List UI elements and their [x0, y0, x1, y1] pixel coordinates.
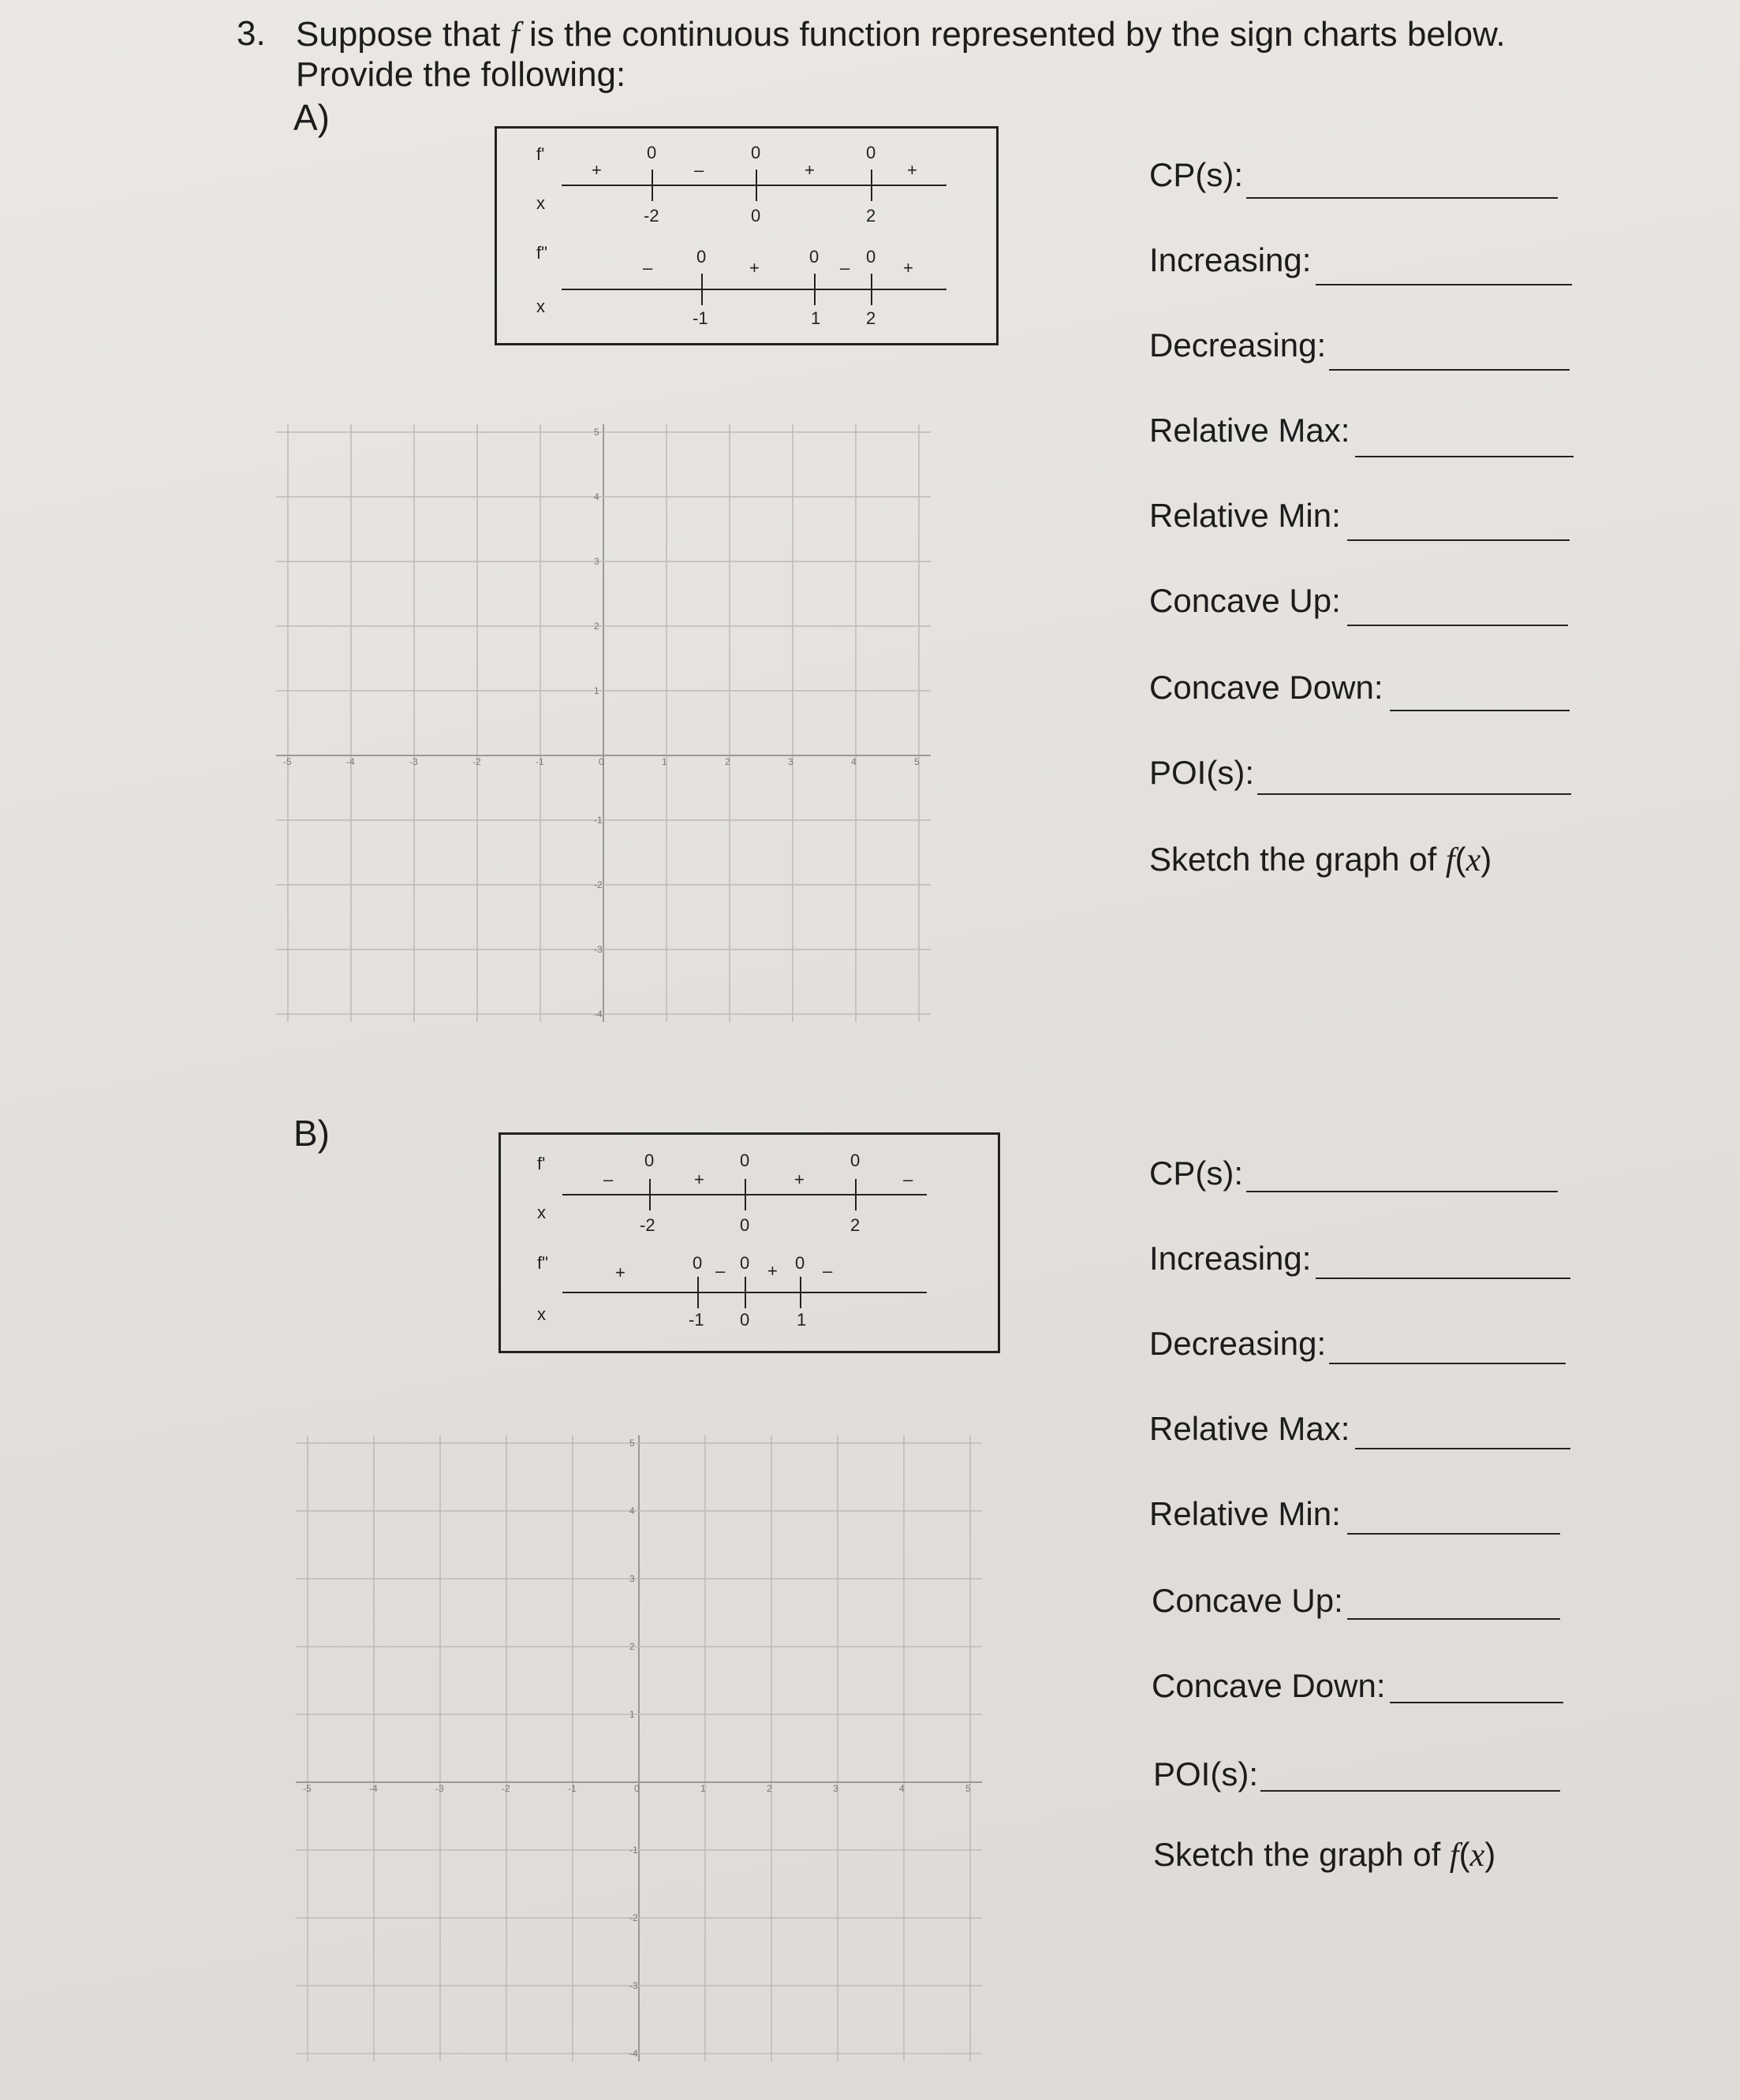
y-tick-label: 2: [594, 621, 599, 632]
answer-blank-increasing[interactable]: [1316, 284, 1572, 285]
sign: –: [643, 258, 653, 278]
sign: +: [592, 160, 602, 180]
x-tick-label: -1: [536, 756, 544, 767]
y-tick-label: 4: [629, 1505, 635, 1516]
answer-label-concave-up: Concave Up:: [1152, 1582, 1343, 1619]
question-text-line2: Provide the following:: [296, 55, 626, 94]
zero-mark: 0: [866, 143, 876, 162]
x-tick-label: 2: [767, 1783, 772, 1794]
sign: –: [715, 1261, 726, 1281]
x-tick-label: 3: [833, 1783, 838, 1794]
f-prime-label: f': [537, 1154, 546, 1173]
answer-label-relative-max: Relative Max:: [1149, 412, 1350, 449]
sign: +: [615, 1263, 625, 1282]
answer-label-increasing: Increasing:: [1149, 241, 1312, 278]
answer-blank-increasing[interactable]: [1316, 1278, 1570, 1279]
zero-mark: 0: [644, 1151, 655, 1170]
zero-mark: 0: [740, 1253, 750, 1273]
f-prime-label: f': [536, 144, 545, 164]
x-value: -2: [644, 206, 659, 226]
x-value: -1: [689, 1310, 704, 1330]
x-value: 1: [811, 308, 821, 328]
answer-blank-decreasing[interactable]: [1329, 1363, 1566, 1364]
sign: +: [767, 1261, 778, 1281]
answer-blank-decreasing[interactable]: [1329, 369, 1570, 371]
answer-label-concave-down: Concave Down:: [1152, 1667, 1386, 1704]
zero-mark: 0: [795, 1253, 805, 1273]
answer-blank-concave-down[interactable]: [1390, 1702, 1563, 1703]
answer-label-concave-down: Concave Down:: [1149, 669, 1383, 706]
x-tick-label: 3: [788, 756, 793, 767]
x-tick-label: -2: [502, 1783, 510, 1794]
part-b-coordinate-grid[interactable]: [293, 1426, 986, 2057]
answer-label-cps: CP(s):: [1149, 156, 1243, 193]
zero-mark: 0: [809, 247, 820, 267]
y-tick-label: 1: [629, 1709, 635, 1720]
y-tick-label: -4: [594, 1009, 603, 1020]
sign: –: [694, 160, 704, 180]
x-tick-label: -5: [283, 756, 292, 767]
question-text-line1: Suppose that f is the continuous function represented by the sign charts below.: [296, 15, 1506, 54]
x-value: 2: [850, 1215, 861, 1235]
answer-blank-concave-down[interactable]: [1390, 710, 1570, 711]
answer-label-cps: CP(s):: [1149, 1154, 1243, 1192]
answer-blank-cps[interactable]: [1246, 1191, 1558, 1192]
x-value: 2: [866, 206, 876, 226]
x-tick-label: -2: [472, 756, 481, 767]
answer-blank-cps[interactable]: [1246, 197, 1558, 199]
sign: –: [903, 1169, 913, 1189]
answer-label-pois: POI(s):: [1149, 754, 1254, 791]
answer-label-decreasing: Decreasing:: [1149, 326, 1327, 364]
sign: +: [794, 1169, 805, 1189]
x-label: x: [537, 1203, 546, 1222]
x-value: 0: [751, 206, 761, 226]
x-tick-label: 1: [662, 756, 667, 767]
sign: +: [694, 1169, 704, 1189]
sign: +: [903, 258, 913, 278]
sign: –: [840, 258, 850, 278]
part-a-sign-chart-lines: [497, 129, 996, 343]
y-tick-label: 3: [594, 556, 599, 567]
sign: –: [823, 1261, 833, 1281]
answer-label-relative-max: Relative Max:: [1149, 1410, 1350, 1447]
x-tick-label: 1: [700, 1783, 706, 1794]
x-value: 1: [797, 1310, 807, 1330]
sign: +: [907, 160, 917, 180]
x-value: 0: [740, 1215, 750, 1235]
x-tick-label: -5: [303, 1783, 312, 1794]
answer-blank-relative-max[interactable]: [1355, 1448, 1570, 1449]
x-tick-label: 4: [899, 1783, 905, 1794]
answer-label-pois: POI(s):: [1153, 1755, 1258, 1792]
x-tick-label: -3: [409, 756, 418, 767]
y-tick-label: 3: [629, 1573, 635, 1584]
part-a-label: A): [293, 97, 330, 138]
answer-blank-pois[interactable]: [1260, 1790, 1560, 1792]
part-b-label: B): [293, 1113, 330, 1154]
x-tick-label: -4: [369, 1783, 378, 1794]
y-tick-label: -3: [594, 944, 603, 955]
zero-mark: 0: [693, 1253, 703, 1273]
zero-mark: 0: [751, 143, 761, 162]
y-tick-label: -4: [629, 2048, 638, 2059]
x-tick-label: 0: [599, 756, 604, 767]
zero-mark: 0: [647, 143, 657, 162]
x-tick-label: -4: [346, 756, 355, 767]
answer-blank-concave-up[interactable]: [1347, 625, 1568, 626]
f-double-prime-label: f": [536, 243, 547, 263]
zero-mark: 0: [740, 1151, 750, 1170]
x-tick-label: 5: [914, 756, 920, 767]
x-label: x: [536, 193, 545, 213]
answer-label-decreasing: Decreasing:: [1149, 1325, 1327, 1362]
y-tick-label: -1: [629, 1844, 638, 1856]
answer-blank-relative-min[interactable]: [1347, 1533, 1560, 1535]
answer-label-relative-min: Relative Min:: [1149, 1495, 1341, 1532]
sign: –: [603, 1169, 614, 1189]
answer-blank-relative-min[interactable]: [1347, 539, 1570, 541]
f-double-prime-label: f": [537, 1253, 548, 1273]
y-tick-label: 5: [629, 1438, 635, 1449]
zero-mark: 0: [696, 247, 707, 267]
zero-mark: 0: [850, 1151, 861, 1170]
y-tick-label: 5: [594, 427, 599, 438]
answer-label-concave-up: Concave Up:: [1149, 582, 1341, 619]
x-tick-label: 0: [634, 1783, 640, 1794]
x-value: -1: [693, 308, 708, 328]
sketch-label: Sketch the graph of f(x): [1149, 841, 1492, 878]
answer-blank-relative-max[interactable]: [1355, 456, 1574, 457]
answer-blank-pois[interactable]: [1257, 793, 1571, 795]
y-tick-label: 4: [594, 491, 599, 502]
x-tick-label: 5: [965, 1783, 971, 1794]
part-b-sign-chart: [498, 1132, 1000, 1353]
y-tick-label: -3: [629, 1980, 638, 1991]
answer-label-relative-min: Relative Min:: [1149, 497, 1341, 534]
y-tick-label: -1: [594, 815, 603, 826]
y-tick-label: -2: [594, 879, 603, 890]
part-a-sign-chart: [495, 126, 999, 345]
part-a-coordinate-grid[interactable]: [276, 414, 947, 1020]
x-value: 0: [740, 1310, 750, 1330]
answer-blank-concave-up[interactable]: [1347, 1618, 1560, 1620]
y-tick-label: 2: [629, 1641, 635, 1652]
question-number: 3.: [237, 14, 266, 53]
x-label: x: [536, 297, 545, 316]
zero-mark: 0: [866, 247, 876, 267]
x-tick-label: -1: [568, 1783, 577, 1794]
x-value: -2: [640, 1215, 655, 1235]
sign: +: [749, 258, 760, 278]
y-tick-label: -2: [629, 1912, 638, 1923]
y-tick-label: 1: [594, 685, 599, 696]
x-tick-label: -3: [435, 1783, 444, 1794]
x-value: 2: [866, 308, 876, 328]
x-label: x: [537, 1304, 546, 1324]
x-tick-label: 2: [725, 756, 730, 767]
sketch-label: Sketch the graph of f(x): [1153, 1836, 1496, 1874]
answer-label-increasing: Increasing:: [1149, 1240, 1312, 1277]
sign: +: [805, 160, 815, 180]
x-tick-label: 4: [851, 756, 857, 767]
